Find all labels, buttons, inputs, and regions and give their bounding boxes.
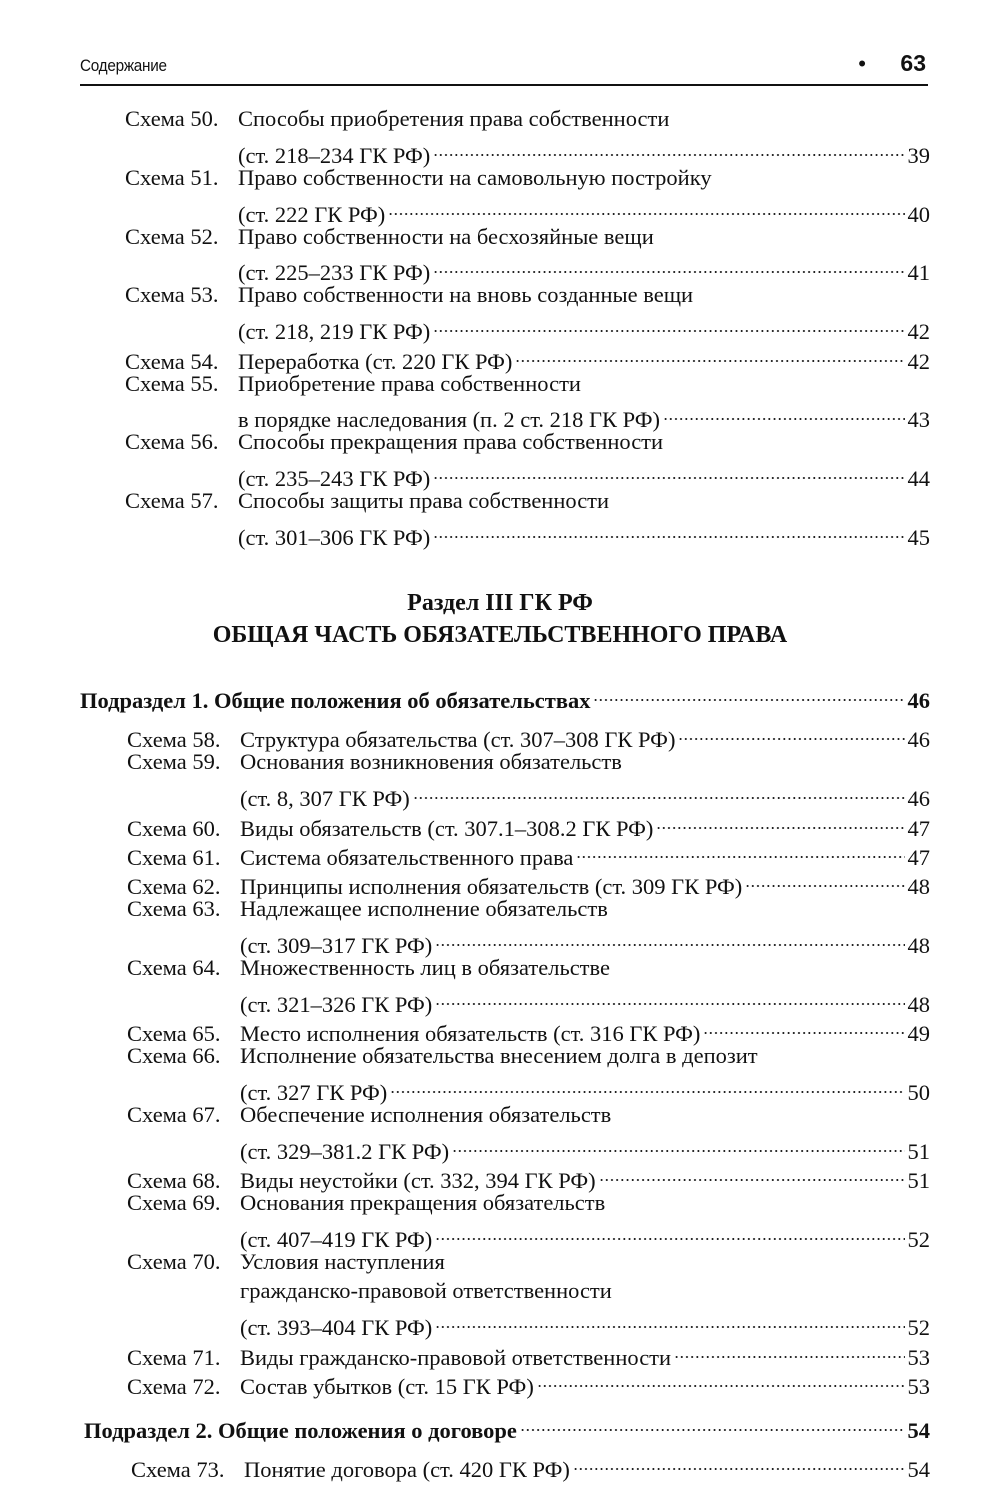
dot-leader bbox=[663, 398, 904, 427]
toc-line bbox=[125, 133, 930, 168]
scheme-label: Схема 72. bbox=[127, 1373, 221, 1399]
page-ref: 53 bbox=[907, 1373, 930, 1399]
dot-leader bbox=[433, 251, 904, 280]
toc-line bbox=[125, 163, 930, 192]
page-ref: 52 bbox=[907, 1227, 930, 1253]
dot-leader bbox=[435, 1306, 904, 1335]
dot-leader bbox=[678, 718, 904, 747]
dot-leader bbox=[433, 457, 904, 486]
toc-line bbox=[125, 280, 930, 309]
toc-line bbox=[127, 1188, 930, 1217]
page-ref: 51 bbox=[907, 1138, 930, 1164]
page-ref: 50 bbox=[907, 1080, 930, 1106]
dot-leader bbox=[576, 836, 904, 865]
toc-entry[interactable] bbox=[127, 1100, 930, 1164]
subsection-title: Подраздел 1. Общие положения об обязательствах bbox=[80, 688, 591, 714]
toc-entry[interactable] bbox=[127, 1188, 930, 1253]
page-ref: 53 bbox=[907, 1344, 930, 1370]
entry-title: (ст. 218–234 ГК РФ) bbox=[238, 142, 431, 168]
toc-line bbox=[127, 1218, 930, 1253]
entry-title: Способы приобретения права собственности bbox=[238, 106, 670, 131]
toc-group-2 bbox=[127, 718, 930, 1399]
entry-title: (ст. 218, 219 ГК РФ) bbox=[238, 319, 431, 345]
page-number: 63 bbox=[900, 50, 926, 76]
page-ref: 42 bbox=[907, 319, 930, 345]
dot-leader bbox=[390, 1071, 904, 1100]
entry-title: Виды обязательств (ст. 307.1–308.2 ГК РФ) bbox=[240, 815, 654, 841]
page-ref: 41 bbox=[907, 260, 930, 286]
entry-title: (ст. 329–381.2 ГК РФ) bbox=[240, 1138, 450, 1164]
subsection-title: Подраздел 2. Общие положения о договоре bbox=[84, 1418, 517, 1444]
dot-leader bbox=[573, 1448, 905, 1477]
dot-leader bbox=[674, 1335, 904, 1364]
toc-entry[interactable] bbox=[125, 280, 930, 345]
toc-entry[interactable] bbox=[125, 104, 930, 168]
scheme-label: Схема 67. bbox=[127, 1102, 221, 1128]
entry-title: Основания прекращения обязательств bbox=[240, 1190, 606, 1216]
dot-leader bbox=[593, 679, 904, 708]
page-ref: 40 bbox=[907, 201, 930, 227]
entry-title: (ст. 393–404 ГК РФ) bbox=[240, 1315, 433, 1341]
running-header bbox=[80, 50, 928, 86]
scheme-label: Схема 51. bbox=[125, 164, 219, 190]
dot-leader bbox=[433, 515, 904, 544]
page-ref: 46 bbox=[907, 727, 930, 753]
entry-title: Множественность лиц в обязательстве bbox=[240, 955, 610, 981]
toc-line bbox=[125, 104, 930, 133]
page-ref: 43 bbox=[907, 407, 930, 433]
scheme-label: Схема 50. bbox=[125, 106, 219, 131]
entry-title: Место исполнения обязательств (ст. 316 ГК РФ) bbox=[240, 1021, 701, 1047]
dot-leader bbox=[388, 192, 904, 221]
entry-title: Виды неустойки (ст. 332, 394 ГК РФ) bbox=[240, 1168, 596, 1194]
entry-title: Состав убытков (ст. 15 ГК РФ) bbox=[240, 1373, 534, 1399]
toc-entry[interactable] bbox=[127, 1041, 930, 1106]
page-ref: 54 bbox=[907, 1457, 930, 1483]
entry-title: Обеспечение исполнения обязательств bbox=[240, 1102, 612, 1128]
dot-leader bbox=[599, 1159, 905, 1188]
entry-title: Понятие договора (ст. 420 ГК РФ) bbox=[244, 1457, 570, 1483]
scheme-label: Схема 52. bbox=[125, 223, 219, 249]
toc-group-1 bbox=[125, 104, 930, 550]
page-ref: 48 bbox=[907, 991, 930, 1017]
entry-title: Исполнение обязательства внесением долга в депозит bbox=[240, 1043, 758, 1069]
entry-title: Способы прекращения права собственности bbox=[238, 429, 664, 455]
entry-title: Надлежащее исполнение обязательств bbox=[240, 896, 608, 922]
toc-line bbox=[127, 953, 930, 982]
toc-line bbox=[127, 1247, 930, 1276]
toc-line bbox=[127, 777, 930, 812]
entry-title: Право собственности на бесхозяйные вещи bbox=[238, 223, 654, 249]
header-bullet: • bbox=[858, 51, 866, 76]
dot-leader bbox=[433, 310, 904, 339]
page-ref: 44 bbox=[907, 466, 930, 492]
entry-title: Условия наступления bbox=[240, 1249, 445, 1275]
page-ref: 52 bbox=[907, 1315, 930, 1341]
entry-title: Структура обязательства (ст. 307–308 ГК РФ) bbox=[240, 727, 676, 753]
page-ref: 48 bbox=[907, 874, 930, 900]
toc-entry[interactable] bbox=[131, 1448, 930, 1483]
dot-leader bbox=[515, 339, 904, 368]
entry-title: (ст. 407–419 ГК РФ) bbox=[240, 1227, 433, 1253]
scheme-label: Схема 57. bbox=[125, 488, 219, 514]
toc-line bbox=[125, 369, 930, 398]
page-ref: 39 bbox=[907, 142, 930, 168]
entry-title: в порядке наследования (п. 2 ст. 218 ГК РФ) bbox=[238, 407, 661, 433]
dot-leader bbox=[703, 1012, 904, 1041]
entry-title: Основания возникновения обязательств bbox=[240, 749, 622, 775]
toc-line bbox=[125, 427, 930, 456]
scheme-label: Схема 59. bbox=[127, 749, 221, 775]
toc-entry[interactable] bbox=[127, 953, 930, 1017]
scheme-label: Схема 70. bbox=[127, 1249, 221, 1275]
scheme-label: Схема 62. bbox=[127, 874, 221, 900]
page-ref: 42 bbox=[907, 348, 930, 374]
entry-title: Переработка (ст. 220 ГК РФ) bbox=[238, 348, 513, 374]
entry-title: (ст. 235–243 ГК РФ) bbox=[238, 466, 431, 492]
toc-entry[interactable] bbox=[125, 427, 930, 492]
section-title: Раздел III ГК РФ bbox=[407, 590, 593, 616]
page-ref: 45 bbox=[907, 524, 930, 550]
toc-entry[interactable] bbox=[127, 747, 930, 812]
entry-title: (ст. 321–326 ГК РФ) bbox=[240, 991, 433, 1017]
header-title: Содержание bbox=[80, 56, 167, 75]
toc-entry[interactable] bbox=[127, 718, 930, 753]
page-ref: 48 bbox=[907, 933, 930, 959]
entry-title: Принципы исполнения обязательств (ст. 309 ГК РФ) bbox=[240, 874, 743, 900]
scheme-label: Схема 65. bbox=[127, 1021, 221, 1047]
toc-line bbox=[125, 398, 930, 433]
toc-line bbox=[127, 1041, 930, 1070]
scheme-label: Схема 68. bbox=[127, 1168, 221, 1194]
entry-title: Право собственности на вновь созданные вещи bbox=[238, 282, 694, 308]
scheme-label: Схема 60. bbox=[127, 815, 221, 841]
entry-title: (ст. 225–233 ГК РФ) bbox=[238, 260, 431, 286]
scheme-label: Схема 69. bbox=[127, 1190, 221, 1216]
entry-title: (ст. 309–317 ГК РФ) bbox=[240, 933, 433, 959]
toc-line bbox=[127, 1306, 930, 1341]
toc-entry[interactable] bbox=[125, 163, 930, 227]
section-subtitle: ОБЩАЯ ЧАСТЬ ОБЯЗАТЕЛЬСТВЕННОГО ПРАВА bbox=[212, 622, 788, 648]
page-ref: 54 bbox=[907, 1418, 930, 1444]
dot-leader bbox=[537, 1365, 905, 1394]
toc-line bbox=[127, 1100, 930, 1129]
toc-line bbox=[125, 192, 930, 227]
subsection-2[interactable] bbox=[84, 1409, 930, 1444]
dot-leader bbox=[745, 865, 904, 894]
toc-line bbox=[127, 1276, 930, 1305]
toc-line bbox=[127, 924, 930, 959]
toc-line bbox=[127, 747, 930, 776]
toc-entry[interactable] bbox=[127, 1247, 930, 1341]
scheme-label: Схема 64. bbox=[127, 955, 221, 981]
toc-line bbox=[125, 515, 930, 550]
toc-entry[interactable] bbox=[127, 894, 930, 959]
entry-title: (ст. 222 ГК РФ) bbox=[238, 201, 386, 227]
page-ref: 47 bbox=[907, 815, 930, 841]
dot-leader bbox=[413, 777, 905, 806]
entry-title: Приобретение права собственности bbox=[238, 370, 581, 396]
toc-line bbox=[125, 457, 930, 492]
entry-title: (ст. 327 ГК РФ) bbox=[240, 1080, 388, 1106]
scheme-label: Схема 61. bbox=[127, 844, 221, 870]
toc-entry[interactable] bbox=[125, 369, 930, 433]
entry-title: Система обязательственного права bbox=[240, 844, 574, 870]
page-ref: 49 bbox=[907, 1021, 930, 1047]
dot-leader bbox=[435, 1218, 904, 1247]
toc-line bbox=[127, 1129, 930, 1164]
scheme-label: Схема 73. bbox=[131, 1457, 225, 1483]
dot-leader bbox=[520, 1409, 905, 1438]
toc-entry[interactable] bbox=[125, 222, 930, 286]
scheme-label: Схема 58. bbox=[127, 727, 221, 753]
toc-line bbox=[125, 222, 930, 251]
toc-group-3 bbox=[131, 1448, 930, 1483]
scheme-label: Схема 53. bbox=[125, 282, 219, 308]
toc-line bbox=[125, 251, 930, 286]
subsection-1[interactable] bbox=[80, 679, 930, 714]
dot-leader bbox=[433, 133, 904, 162]
page-ref: 46 bbox=[907, 786, 930, 812]
entry-title: Право собственности на самовольную постройку bbox=[238, 164, 712, 190]
toc-entry[interactable] bbox=[125, 486, 930, 550]
scheme-label: Схема 56. bbox=[125, 429, 219, 455]
entry-title: Способы защиты права собственности bbox=[238, 488, 610, 514]
entry-title: гражданско-правовой ответственности bbox=[240, 1278, 612, 1304]
dot-leader bbox=[435, 924, 904, 953]
page-ref: 47 bbox=[907, 844, 930, 870]
toc-line bbox=[131, 1448, 930, 1483]
page-ref: 46 bbox=[907, 688, 930, 714]
entry-title: Виды гражданско-правовой ответственности bbox=[240, 1344, 672, 1370]
scheme-label: Схема 71. bbox=[127, 1344, 221, 1370]
scheme-label: Схема 63. bbox=[127, 896, 221, 922]
toc-line bbox=[125, 486, 930, 515]
toc-line bbox=[127, 983, 930, 1017]
page-ref: 51 bbox=[907, 1168, 930, 1194]
toc-line bbox=[127, 718, 930, 753]
toc-line bbox=[125, 310, 930, 345]
scheme-label: Схема 55. bbox=[125, 370, 219, 396]
toc-line bbox=[127, 1071, 930, 1106]
dot-leader bbox=[656, 806, 904, 835]
dot-leader bbox=[452, 1129, 904, 1158]
dot-leader bbox=[435, 983, 904, 1012]
toc-line bbox=[127, 894, 930, 923]
scheme-label: Схема 66. bbox=[127, 1043, 221, 1069]
scheme-label: Схема 54. bbox=[125, 348, 219, 374]
entry-title: (ст. 8, 307 ГК РФ) bbox=[240, 786, 410, 812]
entry-title: (ст. 301–306 ГК РФ) bbox=[238, 524, 431, 550]
